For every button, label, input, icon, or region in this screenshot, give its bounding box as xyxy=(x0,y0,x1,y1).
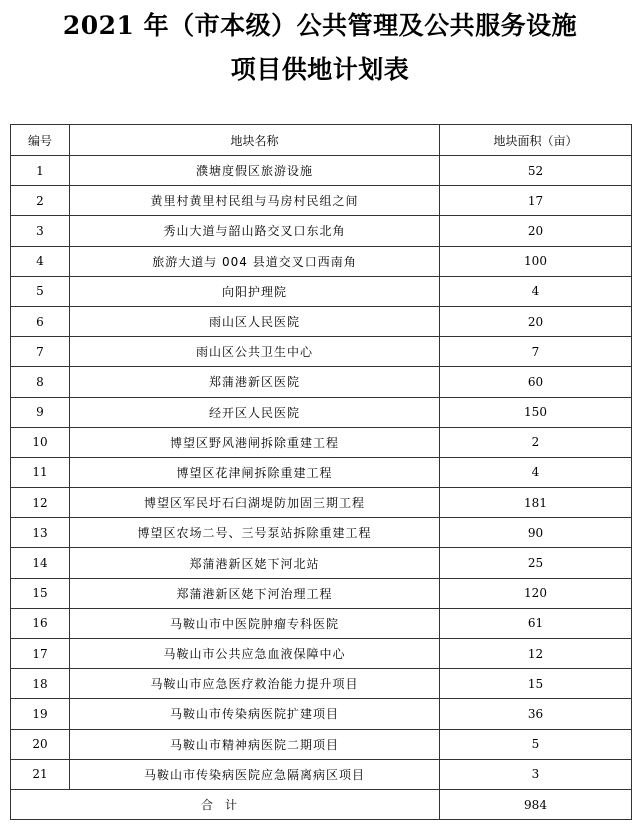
row-plot-area: 181 xyxy=(440,488,632,518)
row-plot-area: 36 xyxy=(440,699,632,729)
table-row xyxy=(11,216,632,246)
row-plot-area: 12 xyxy=(440,639,632,669)
row-plot-area: 150 xyxy=(440,397,632,427)
row-plot-area: 3 xyxy=(440,759,632,789)
row-plot-area: 60 xyxy=(440,367,632,397)
row-plot-name: 博望区农场二号、三号泵站拆除重建工程 xyxy=(70,518,440,548)
table-row xyxy=(11,156,632,186)
row-number: 17 xyxy=(11,639,70,669)
document-title-line1: 2021 年（市本级）公共管理及公共服务设施 xyxy=(62,11,578,40)
table-row xyxy=(11,488,632,518)
table-row xyxy=(11,306,632,336)
table-row xyxy=(11,699,632,729)
row-plot-name: 马鞍山市应急医疗救治能力提升项目 xyxy=(70,669,440,699)
table-row xyxy=(11,729,632,759)
row-plot-area: 5 xyxy=(440,729,632,759)
land-supply-plan-table xyxy=(10,124,632,820)
row-plot-name: 马鞍山市公共应急血液保障中心 xyxy=(70,639,440,669)
row-number: 9 xyxy=(11,397,70,427)
table-row xyxy=(11,548,632,578)
document-title-line2: 项目供地计划表 xyxy=(230,55,410,84)
table-row xyxy=(11,246,632,276)
row-plot-name: 雨山区公共卫生中心 xyxy=(70,337,440,367)
row-number: 8 xyxy=(11,367,70,397)
table-header-row xyxy=(11,125,632,156)
row-plot-area: 90 xyxy=(440,518,632,548)
table-body xyxy=(11,156,632,790)
table-row xyxy=(11,639,632,669)
row-number: 7 xyxy=(11,337,70,367)
row-plot-area: 4 xyxy=(440,457,632,487)
row-number: 19 xyxy=(11,699,70,729)
row-plot-area: 52 xyxy=(440,156,632,186)
row-plot-name: 经开区人民医院 xyxy=(70,397,440,427)
row-number: 16 xyxy=(11,608,70,638)
row-plot-area: 100 xyxy=(440,246,632,276)
row-number: 21 xyxy=(11,759,70,789)
total-row xyxy=(11,789,632,819)
header-plot-name: 地块名称 xyxy=(70,125,440,156)
row-plot-area: 2 xyxy=(440,427,632,457)
table-row xyxy=(11,457,632,487)
row-number: 4 xyxy=(11,246,70,276)
table-row xyxy=(11,578,632,608)
row-number: 3 xyxy=(11,216,70,246)
row-plot-name: 郑蒲港新区姥下河北站 xyxy=(70,548,440,578)
row-plot-area: 17 xyxy=(440,186,632,216)
row-plot-area: 4 xyxy=(440,276,632,306)
row-plot-name: 马鞍山市精神病医院二期项目 xyxy=(70,729,440,759)
table-row xyxy=(11,337,632,367)
row-number: 13 xyxy=(11,518,70,548)
row-number: 20 xyxy=(11,729,70,759)
row-plot-name: 黄里村黄里村民组与马房村民组之间 xyxy=(70,186,440,216)
row-plot-name: 马鞍山市中医院肿瘤专科医院 xyxy=(70,608,440,638)
row-number: 6 xyxy=(11,306,70,336)
row-plot-area: 15 xyxy=(440,669,632,699)
row-number: 15 xyxy=(11,578,70,608)
row-number: 18 xyxy=(11,669,70,699)
total-area: 984 xyxy=(440,789,632,819)
row-plot-area: 120 xyxy=(440,578,632,608)
table-row xyxy=(11,367,632,397)
header-plot-area: 地块面积（亩） xyxy=(440,125,632,156)
row-plot-area: 61 xyxy=(440,608,632,638)
table-row xyxy=(11,276,632,306)
row-number: 11 xyxy=(11,457,70,487)
row-plot-name: 博望区花津闸拆除重建工程 xyxy=(70,457,440,487)
row-plot-name: 秀山大道与韶山路交叉口东北角 xyxy=(70,216,440,246)
row-number: 1 xyxy=(11,156,70,186)
row-number: 5 xyxy=(11,276,70,306)
row-plot-name: 马鞍山市传染病医院扩建项目 xyxy=(70,699,440,729)
total-label: 合计 xyxy=(11,789,440,819)
row-plot-name: 旅游大道与 004 县道交叉口西南角 xyxy=(70,246,440,276)
row-plot-name: 郑蒲港新区医院 xyxy=(70,367,440,397)
row-plot-name: 郑蒲港新区姥下河治理工程 xyxy=(70,578,440,608)
row-plot-name: 博望区军民圩石臼湖堤防加固三期工程 xyxy=(70,488,440,518)
row-plot-area: 7 xyxy=(440,337,632,367)
table-row xyxy=(11,608,632,638)
table-row xyxy=(11,669,632,699)
row-plot-name: 博望区野风港闸拆除重建工程 xyxy=(70,427,440,457)
row-plot-name: 马鞍山市传染病医院应急隔离病区项目 xyxy=(70,759,440,789)
header-number: 编号 xyxy=(11,125,70,156)
row-number: 12 xyxy=(11,488,70,518)
row-number: 2 xyxy=(11,186,70,216)
row-plot-name: 雨山区人民医院 xyxy=(70,306,440,336)
row-number: 14 xyxy=(11,548,70,578)
table-row xyxy=(11,518,632,548)
table-row xyxy=(11,397,632,427)
table-row xyxy=(11,427,632,457)
row-plot-name: 濮塘度假区旅游设施 xyxy=(70,156,440,186)
row-plot-name: 向阳护理院 xyxy=(70,276,440,306)
row-plot-area: 20 xyxy=(440,216,632,246)
row-plot-area: 20 xyxy=(440,306,632,336)
row-number: 10 xyxy=(11,427,70,457)
table-row xyxy=(11,759,632,789)
table-row xyxy=(11,186,632,216)
row-plot-area: 25 xyxy=(440,548,632,578)
